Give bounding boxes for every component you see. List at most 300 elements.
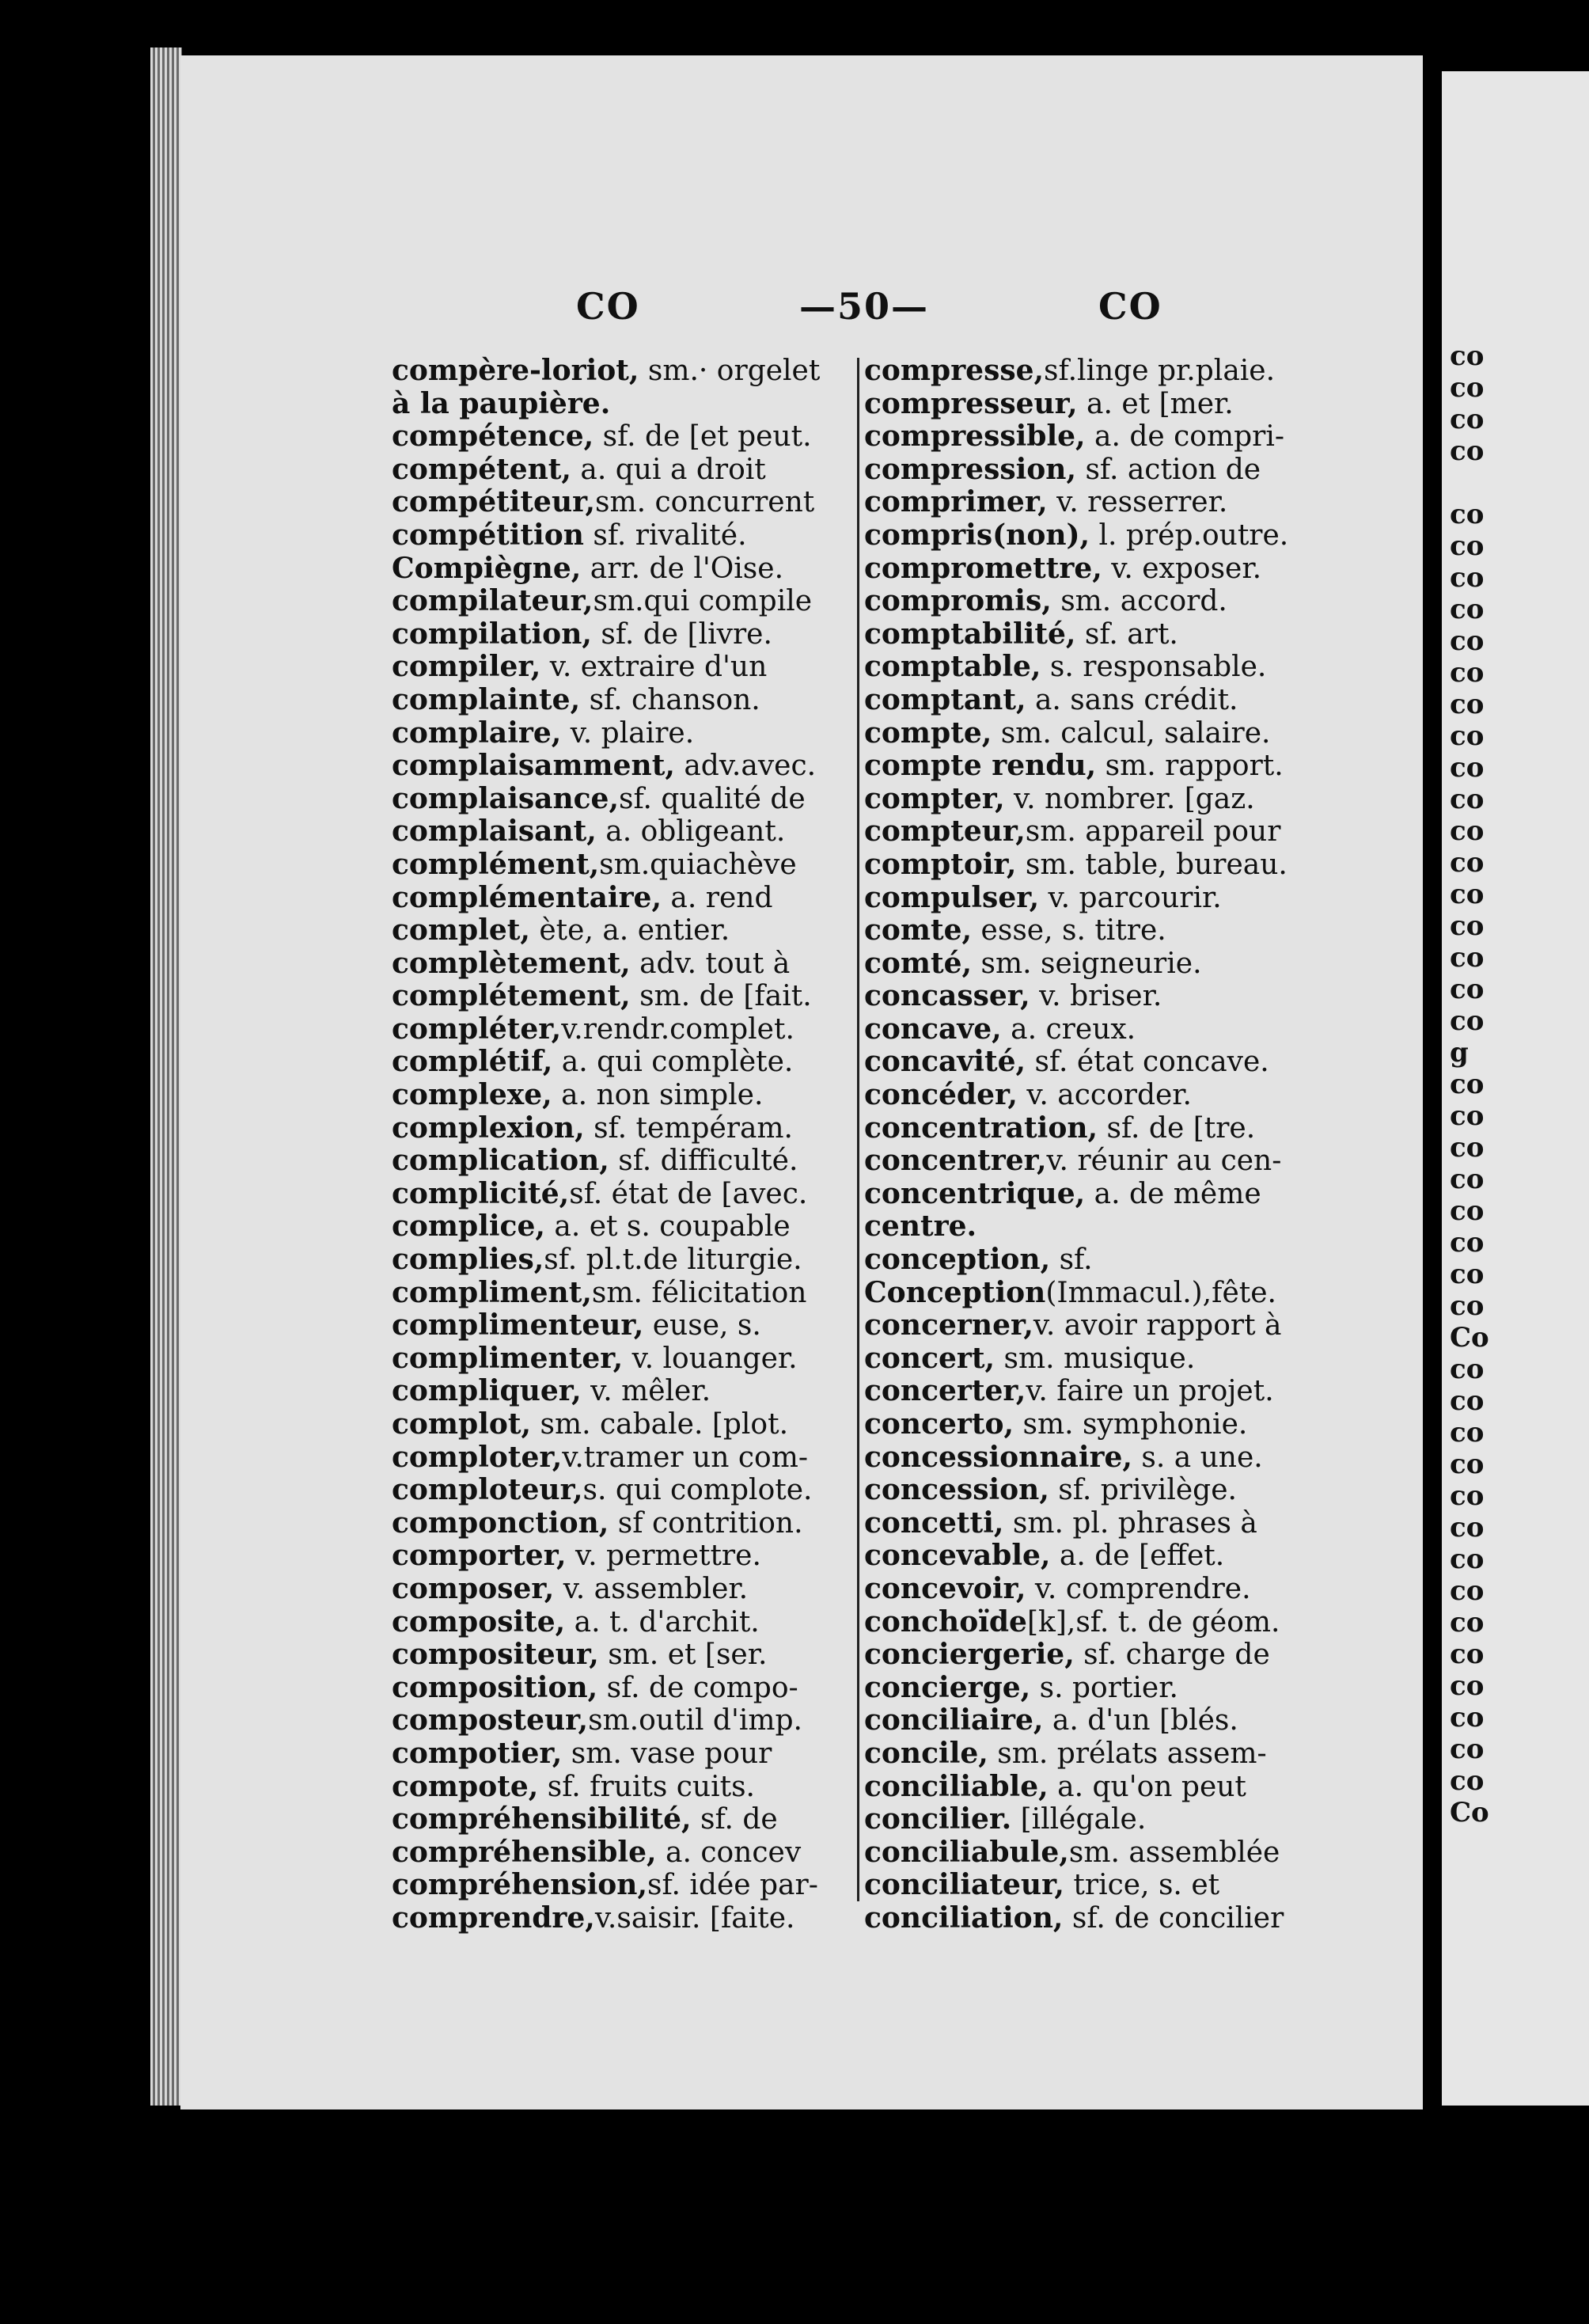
definition: sf. de (691, 1803, 778, 1836)
definition: sm. table, bureau. (1016, 848, 1288, 881)
dictionary-entry (864, 783, 1339, 816)
dictionary-entry (864, 1277, 1339, 1310)
dictionary-entry (392, 684, 859, 717)
headword: conchoïde (864, 1605, 1027, 1639)
definition: sm. et [ser. (598, 1639, 768, 1672)
dictionary-entry (392, 1639, 859, 1672)
definition: adv. tout à (630, 947, 791, 980)
headword: composition, (392, 1671, 598, 1704)
headword: conception, (864, 1244, 1051, 1277)
dictionary-entry (864, 947, 1339, 981)
adjacent-headword-fragment: co (1450, 1480, 1485, 1512)
adjacent-headword-fragment: co (1450, 1670, 1485, 1702)
definition: sf. difficulté. (609, 1145, 798, 1178)
adjacent-headword-fragment: Co (1450, 1797, 1489, 1828)
headword: concentration, (864, 1111, 1098, 1145)
definition: sf. de compo- (597, 1671, 798, 1704)
adjacent-headword-fragment: co (1450, 720, 1485, 752)
dictionary-entry (392, 420, 859, 454)
dictionary-entry (392, 1178, 859, 1211)
dictionary-entry (864, 585, 1339, 618)
definition: sm. calcul, salaire. (992, 716, 1271, 750)
adjacent-headword-fragment: co (1450, 1734, 1485, 1765)
headword: comptabilité, (864, 617, 1076, 651)
headword: compte, (864, 716, 992, 750)
running-head-left: CO (576, 285, 640, 328)
adjacent-headword-fragment: co (1450, 372, 1485, 404)
headword: Conception (864, 1276, 1046, 1309)
headword: complot, (392, 1408, 532, 1441)
headword: conciliabule, (864, 1836, 1069, 1869)
dictionary-entry (392, 1474, 859, 1507)
dictionary-entry (392, 1573, 859, 1606)
page-number: —50— (799, 285, 930, 328)
dictionary-entry (392, 486, 859, 519)
headword: compétition (392, 518, 584, 552)
dictionary-entry (392, 914, 859, 947)
adjacent-headword-fragment: co (1450, 1512, 1485, 1544)
headword: compiler, (392, 651, 541, 684)
definition: arr. de l'Oise. (581, 552, 784, 585)
adjacent-headword-fragment: g (1450, 1037, 1469, 1069)
headword: compris(non), (864, 518, 1090, 552)
adjacent-headword-fragment: co (1450, 1354, 1485, 1385)
adjacent-headword-fragment: co (1450, 1227, 1485, 1259)
dictionary-entry (392, 1145, 859, 1178)
dictionary-entry (392, 1672, 859, 1705)
adjacent-headword-fragment: co (1450, 1290, 1485, 1322)
dictionary-entry (392, 651, 859, 684)
headword: comploter, (392, 1441, 563, 1474)
definition: v.rendr.complet. (561, 1012, 794, 1046)
dictionary-entry (392, 882, 859, 915)
headword: complicité, (392, 1177, 570, 1210)
dictionary-entry (392, 815, 859, 849)
dictionary-column-right (864, 355, 1339, 1935)
definition: v. parcourir. (1039, 881, 1222, 914)
adjacent-headword-fragment: co (1450, 499, 1485, 530)
headword: concerto, (864, 1408, 1014, 1441)
definition: sf. état de [avec. (569, 1177, 808, 1210)
dictionary-entry (392, 1277, 859, 1310)
dictionary-entry (864, 1441, 1339, 1475)
headword: complice, (392, 1210, 545, 1244)
definition: s. portier. (1030, 1671, 1178, 1704)
definition: sf. (1050, 1244, 1093, 1277)
headword: concerner, (864, 1309, 1033, 1342)
adjacent-headword-fragment: co (1450, 689, 1485, 720)
dictionary-entry (864, 454, 1339, 487)
adjacent-headword-fragment: co (1450, 340, 1485, 372)
headword: complaire, (392, 716, 562, 750)
headword: complet, (392, 914, 530, 947)
definition: s. qui complote. (582, 1474, 813, 1507)
headword: à la paupière. (392, 387, 611, 420)
headword: concilier. (864, 1803, 1012, 1836)
column-divider (857, 358, 859, 1901)
adjacent-headword-fragment: co (1450, 1607, 1485, 1639)
adjacent-headword-fragment: co (1450, 657, 1485, 689)
definition: sm. accord. (1051, 585, 1227, 618)
definition: sf.linge pr.plaie. (1044, 355, 1276, 387)
headword: composer, (392, 1572, 555, 1605)
dictionary-entry (864, 486, 1339, 519)
dictionary-entry (864, 618, 1339, 651)
dictionary-entry (864, 1507, 1339, 1540)
adjacent-headword-fragment: co (1450, 752, 1485, 784)
definition: sf. charge de (1074, 1639, 1270, 1672)
dictionary-entry (864, 1408, 1339, 1441)
dictionary-entry (864, 849, 1339, 882)
dictionary-entry (392, 1869, 859, 1902)
dictionary-entry (864, 684, 1339, 717)
headword: comte, (864, 914, 973, 947)
adjacent-headword-fragment: co (1450, 974, 1485, 1005)
definition: [illégale. (1011, 1803, 1147, 1836)
adjacent-headword-fragment: co (1450, 1639, 1485, 1670)
headword: conciergerie, (864, 1639, 1075, 1672)
headword: complétement, (392, 980, 631, 1013)
definition: sm. seigneurie. (972, 947, 1202, 980)
definition: sf. privilège. (1049, 1474, 1237, 1507)
definition: sm. musique. (995, 1342, 1196, 1375)
dictionary-entry (864, 1244, 1339, 1277)
dictionary-entry (392, 519, 859, 553)
dictionary-entry (864, 1474, 1339, 1507)
definition: v. avoir rapport à (1033, 1309, 1282, 1342)
dictionary-entry (864, 882, 1339, 915)
adjacent-headword-fragment: co (1450, 1100, 1485, 1132)
definition: a. rend (661, 881, 773, 914)
adjacent-headword-fragment: co (1450, 625, 1485, 657)
dictionary-entry (392, 1342, 859, 1376)
dictionary-entry (392, 585, 859, 618)
headword: comprimer, (864, 486, 1048, 519)
headword: Compiègne, (392, 552, 582, 585)
definition: sm.· orgelet (639, 355, 821, 387)
definition: sf. de [livre. (591, 617, 772, 651)
headword: concave, (864, 1012, 1002, 1046)
definition: sm. assemblée (1068, 1836, 1280, 1869)
definition: sf. action de (1076, 453, 1261, 486)
dictionary-entry (864, 1079, 1339, 1112)
headword: compétiteur, (392, 486, 595, 519)
definition: a. qu'on peut (1048, 1770, 1246, 1803)
dictionary-entry (864, 1902, 1339, 1935)
dictionary-entry (864, 651, 1339, 684)
dictionary-entry (392, 947, 859, 981)
headword: concentrique, (864, 1177, 1086, 1210)
headword: conciliable, (864, 1770, 1049, 1803)
headword: compter, (864, 782, 1005, 815)
definition: v. exposer. (1102, 552, 1262, 585)
headword: complimenter, (392, 1342, 624, 1375)
definition: sf. chanson. (580, 683, 760, 716)
headword: concevable, (864, 1540, 1051, 1573)
dictionary-entry (392, 1210, 859, 1244)
adjacent-headword-fragment: co (1450, 404, 1485, 435)
headword: comptable, (864, 651, 1041, 684)
adjacent-page-column (1442, 340, 1589, 1828)
headword: conciliaire, (864, 1704, 1044, 1737)
dictionary-entry (392, 1902, 859, 1935)
dictionary-entry (864, 388, 1339, 421)
definition: v. comprendre. (1026, 1572, 1251, 1605)
dictionary-entry (392, 1803, 859, 1836)
definition: a. d'un [blés. (1043, 1704, 1238, 1737)
dictionary-entry (392, 1606, 859, 1639)
headword: compliquer, (392, 1375, 582, 1408)
definition: sf. pl.t.de liturgie. (544, 1244, 802, 1277)
headword: compromis, (864, 585, 1052, 618)
definition: sf. de concilier (1063, 1901, 1284, 1935)
adjacent-headword-fragment: co (1450, 1385, 1485, 1417)
headword: comporter, (392, 1540, 567, 1573)
headword: comprendre, (392, 1901, 595, 1935)
definition: v. louanger. (623, 1342, 798, 1375)
adjacent-headword-fragment: co (1450, 594, 1485, 625)
headword: compotier, (392, 1737, 563, 1770)
definition: v. accorder. (1017, 1079, 1193, 1112)
adjacent-headword-fragment: co (1450, 847, 1485, 879)
headword: comté, (864, 947, 973, 980)
dictionary-entry (864, 519, 1339, 553)
dictionary-column-left (392, 355, 859, 1935)
headword: centre. (864, 1210, 977, 1244)
running-head-right: CO (1098, 285, 1162, 328)
definition: sm.outil d'imp. (588, 1704, 802, 1737)
dictionary-entry (392, 1836, 859, 1870)
dictionary-entry (864, 1869, 1339, 1902)
definition: a. concev (656, 1836, 802, 1869)
headword: concentrer, (864, 1145, 1047, 1178)
headword: compote, (392, 1770, 539, 1803)
dictionary-entry (864, 1540, 1339, 1573)
dictionary-entry (392, 1704, 859, 1737)
headword: compétence, (392, 420, 594, 454)
headword: concetti, (864, 1506, 1004, 1540)
adjacent-headword-fragment: Co (1450, 1322, 1489, 1354)
definition: sf. idée par- (647, 1869, 818, 1902)
dictionary-entry (864, 1046, 1339, 1079)
definition: l. prép.outre. (1090, 518, 1289, 552)
headword: compositeur, (392, 1639, 599, 1672)
definition: v. assembler. (554, 1572, 749, 1605)
definition: sm. pl. phrases à (1003, 1506, 1257, 1540)
adjacent-headword-fragment: co (1450, 1417, 1485, 1449)
definition: ète, a. entier. (529, 914, 730, 947)
adjacent-headword-fragment: co (1450, 942, 1485, 974)
definition: v.saisir. [faite. (594, 1901, 795, 1935)
definition: sf. de [tre. (1098, 1111, 1256, 1145)
dictionary-entry (864, 1210, 1339, 1244)
definition: v. extraire d'un (540, 651, 768, 684)
definition: v. resserrer. (1047, 486, 1228, 519)
dictionary-entry (392, 1309, 859, 1342)
definition: v. réunir au cen- (1046, 1145, 1282, 1178)
dictionary-entry (864, 1112, 1339, 1145)
definition: adv.avec. (674, 750, 817, 783)
headword: complaisant, (392, 815, 597, 849)
headword: compulser, (864, 881, 1040, 914)
dictionary-entry (392, 1013, 859, 1046)
definition: s. a une. (1132, 1441, 1263, 1474)
dictionary-entry (864, 1342, 1339, 1376)
headword: compresseur, (864, 387, 1078, 420)
adjacent-headword-fragment: co (1450, 435, 1485, 467)
dictionary-entry (864, 1309, 1339, 1342)
dictionary-entry (864, 914, 1339, 947)
dictionary-entry (392, 1112, 859, 1145)
dictionary-entry (864, 1606, 1339, 1639)
adjacent-headword-fragment: co (1450, 1575, 1485, 1607)
definition: euse, s. (643, 1309, 761, 1342)
headword: compléter, (392, 1012, 562, 1046)
definition: a. et [mer. (1077, 387, 1234, 420)
adjacent-headword-fragment: co (1450, 784, 1485, 815)
definition: a. qui complète. (552, 1046, 794, 1079)
definition: sm. appareil pour (1025, 815, 1281, 849)
definition: sm. cabale. [plot. (531, 1408, 789, 1441)
definition: sm. vase pour (562, 1737, 772, 1770)
dictionary-entry (392, 454, 859, 487)
definition: trice, s. et (1064, 1869, 1220, 1902)
definition: sm. prélats assem- (988, 1737, 1267, 1770)
definition: esse, s. titre. (972, 914, 1166, 947)
adjacent-headword-fragment: co (1450, 1195, 1485, 1227)
adjacent-headword-fragment: co (1450, 815, 1485, 847)
dictionary-entry (864, 553, 1339, 586)
definition: s. responsable. (1041, 651, 1267, 684)
dictionary-entry (392, 388, 859, 421)
dictionary-entry (864, 980, 1339, 1013)
adjacent-headword-fragment: co (1450, 879, 1485, 910)
headword: compétent, (392, 453, 571, 486)
headword: compère-loriot, (392, 355, 639, 387)
headword: complexe, (392, 1079, 552, 1112)
definition: sm. félicitation (591, 1276, 807, 1309)
adjacent-headword-fragment: co (1450, 1164, 1485, 1195)
headword: compilation, (392, 617, 592, 651)
definition: sm.quiachève (599, 848, 797, 881)
headword: conciliation, (864, 1901, 1064, 1935)
adjacent-headword-fragment: co (1450, 1132, 1485, 1164)
definition: [k],sf. t. de géom. (1026, 1605, 1280, 1639)
definition: v. faire un projet. (1026, 1375, 1274, 1408)
dictionary-entry (392, 783, 859, 816)
headword: concevoir, (864, 1572, 1026, 1605)
adjacent-headword-fragment: co (1450, 1069, 1485, 1100)
headword: complémentaire, (392, 881, 662, 914)
dictionary-entry (392, 618, 859, 651)
headword: compréhensible, (392, 1836, 657, 1869)
headword: compressible, (864, 420, 1086, 454)
definition: a. sans crédit. (1026, 683, 1238, 716)
adjacent-headword-fragment: co (1450, 910, 1485, 942)
headword: complication, (392, 1145, 609, 1178)
dictionary-entry (864, 1375, 1339, 1408)
headword: concerter, (864, 1375, 1026, 1408)
dictionary-entry (864, 750, 1339, 783)
headword: complétif, (392, 1046, 553, 1079)
adjacent-headword-fragment: co (1450, 530, 1485, 562)
definition: v. plaire. (561, 716, 695, 750)
headword: compromettre, (864, 552, 1102, 585)
dictionary-entry (392, 1771, 859, 1804)
headword: concéder, (864, 1079, 1018, 1112)
dictionary-entry (392, 1079, 859, 1112)
adjacent-headword-fragment: co (1450, 562, 1485, 594)
headword: concession, (864, 1474, 1049, 1507)
headword: composite, (392, 1605, 566, 1639)
headword: compréhension, (392, 1869, 647, 1902)
headword: compilateur, (392, 585, 594, 618)
headword: compréhensibilité, (392, 1803, 692, 1836)
adjacent-headword-fragment (1442, 467, 1589, 499)
definition: a. et s. coupable (544, 1210, 791, 1244)
dictionary-entry (392, 1408, 859, 1441)
dictionary-entry (392, 750, 859, 783)
definition: sm. concurrent (595, 486, 815, 519)
definition: sm. rapport. (1096, 750, 1284, 783)
definition: sf. fruits cuits. (538, 1770, 755, 1803)
dictionary-entry (392, 1540, 859, 1573)
dictionary-entry (864, 1771, 1339, 1804)
dictionary-entry (864, 1737, 1339, 1771)
definition: sm.qui compile (593, 585, 813, 618)
adjacent-headword-fragment: co (1450, 1765, 1485, 1797)
definition: sf. qualité de (619, 782, 806, 815)
headword: complaisance, (392, 782, 619, 815)
headword: complies, (392, 1244, 544, 1277)
dictionary-entry (392, 1737, 859, 1771)
definition: a. t. d'archit. (565, 1605, 760, 1639)
dictionary-entry (392, 980, 859, 1013)
dictionary-entry (864, 1803, 1339, 1836)
adjacent-headword-fragment: co (1450, 1544, 1485, 1575)
dictionary-entry (392, 1507, 859, 1540)
dictionary-entry (864, 355, 1339, 388)
dictionary-entry (392, 1441, 859, 1475)
dictionary-entry (392, 849, 859, 882)
adjacent-headword-fragment: co (1450, 1702, 1485, 1734)
definition: sf. tempéram. (584, 1111, 793, 1145)
definition: a. qui a droit (571, 453, 766, 486)
dictionary-entry (392, 1244, 859, 1277)
definition: v. briser. (1030, 980, 1162, 1013)
headword: compte rendu, (864, 750, 1097, 783)
headword: composteur, (392, 1704, 589, 1737)
definition: sf. de [et peut. (594, 420, 812, 454)
definition: (Immacul.),fête. (1045, 1276, 1276, 1309)
definition: sf. art. (1075, 617, 1178, 651)
headword: concierge, (864, 1671, 1031, 1704)
dictionary-entry (392, 553, 859, 586)
definition: v.tramer un com- (562, 1441, 808, 1474)
definition: sm. de [fait. (630, 980, 812, 1013)
definition: v. nombrer. [gaz. (1004, 782, 1255, 815)
dictionary-entry (392, 717, 859, 750)
headword: complainte, (392, 683, 581, 716)
headword: complètement, (392, 947, 631, 980)
headword: complexion, (392, 1111, 585, 1145)
dictionary-entry (392, 355, 859, 388)
definition: sf. état concave. (1026, 1046, 1269, 1079)
dictionary-entry (864, 1639, 1339, 1672)
definition: v. mêler. (581, 1375, 711, 1408)
definition: a. non simple. (552, 1079, 764, 1112)
definition: a. obligeant. (596, 815, 786, 849)
